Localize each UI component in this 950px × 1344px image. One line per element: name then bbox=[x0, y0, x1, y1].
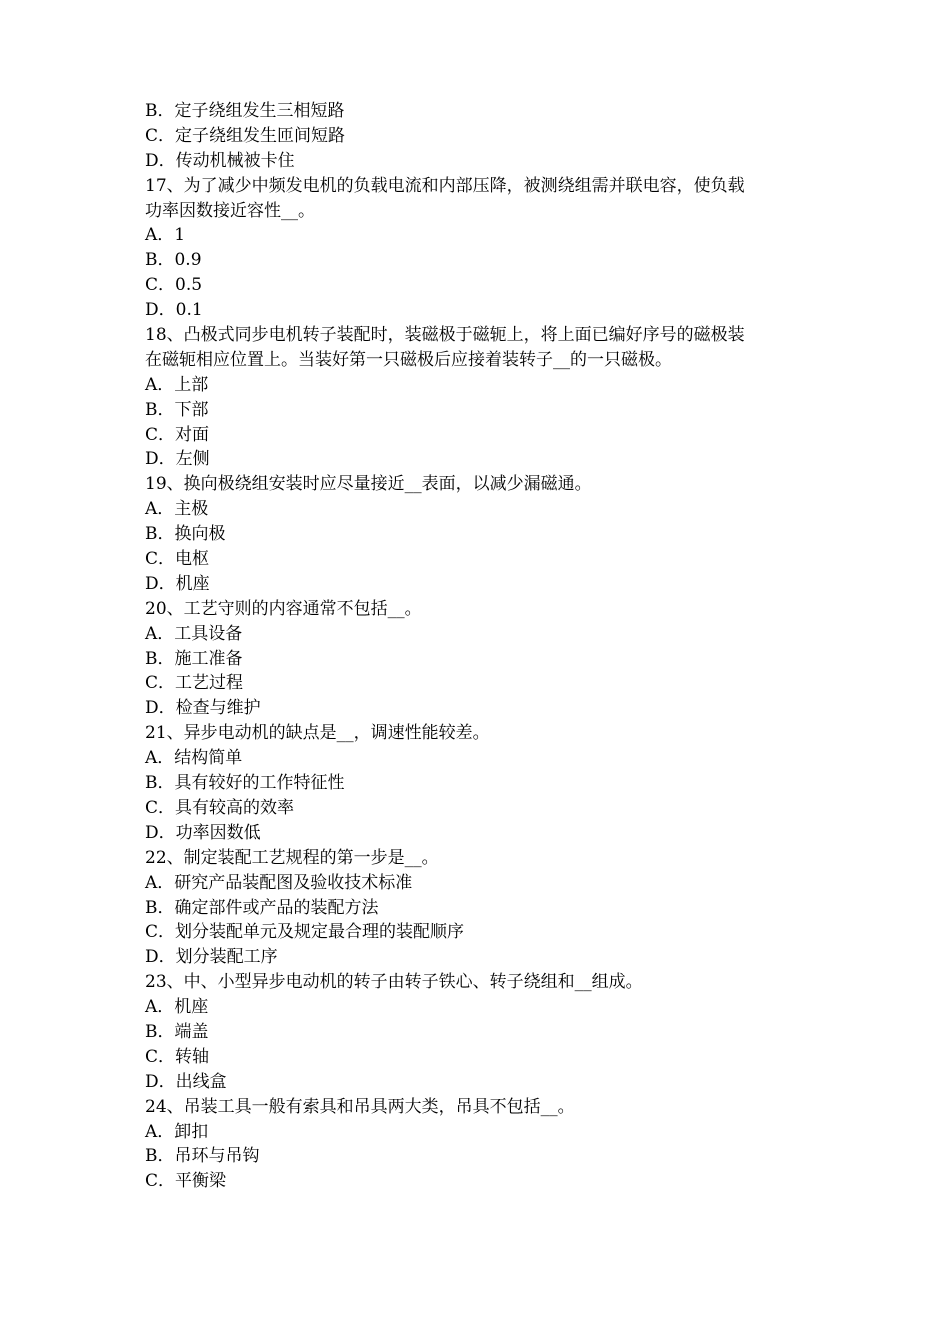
question-19: 19、换向极绕组安装时应尽量接近__表面，以减少漏磁通。 bbox=[145, 474, 592, 495]
question-17-line-2: 功率因数接近容性__。 bbox=[145, 200, 315, 221]
question-18-line-2: 在磁轭相应位置上。当装好第一只磁极后应接着装转子__的一只磁极。 bbox=[145, 349, 672, 370]
option-d-q17: D．0.1 bbox=[145, 300, 203, 321]
option-b-q24: B．吊环与吊钩 bbox=[145, 1146, 260, 1167]
option-a-q24: A．卸扣 bbox=[145, 1121, 209, 1142]
option-c-q24: C．平衡梁 bbox=[145, 1171, 227, 1192]
option-d-q22: D．划分装配工序 bbox=[145, 947, 278, 968]
option-b-q18: B．下部 bbox=[145, 399, 209, 420]
option-a-q21: A．结构简单 bbox=[145, 748, 243, 769]
option-a-q17: A．1 bbox=[145, 225, 186, 246]
option-d-q21: D．功率因数低 bbox=[145, 822, 261, 843]
option-d-q20: D．检查与维护 bbox=[145, 698, 261, 719]
question-20: 20、工艺守则的内容通常不包括__。 bbox=[145, 598, 422, 619]
question-18-line-1: 18、凸极式同步电机转子装配时，装磁极于磁轭上，将上面已编好序号的磁极装 bbox=[145, 325, 745, 346]
option-c-q16: C．定子绕组发生匝间短路 bbox=[145, 125, 346, 146]
option-c-q18: C．对面 bbox=[145, 424, 210, 445]
document-body bbox=[145, 99, 825, 1194]
question-21: 21、异步电动机的缺点是__，调速性能较差。 bbox=[145, 723, 490, 744]
option-d-q16: D．传动机械被卡住 bbox=[145, 150, 295, 171]
option-d-q23: D．出线盒 bbox=[145, 1071, 227, 1092]
option-b-q17: B．0.9 bbox=[145, 250, 202, 271]
option-b-q20: B．施工准备 bbox=[145, 648, 243, 669]
question-24: 24、吊装工具一般有索具和吊具两大类，吊具不包括__。 bbox=[145, 1096, 575, 1117]
option-d-q19: D．机座 bbox=[145, 573, 210, 594]
option-b-q23: B．端盖 bbox=[145, 1021, 209, 1042]
option-a-q22: A．研究产品装配图及验收技术标准 bbox=[145, 872, 413, 893]
option-c-q20: C．工艺过程 bbox=[145, 673, 244, 694]
option-a-q20: A．工具设备 bbox=[145, 623, 243, 644]
option-c-q23: C．转轴 bbox=[145, 1046, 210, 1067]
option-b-q22: B．确定部件或产品的装配方法 bbox=[145, 897, 379, 918]
question-22: 22、制定装配工艺规程的第一步是__。 bbox=[145, 847, 439, 868]
option-b-q21: B．具有较好的工作特征性 bbox=[145, 773, 345, 794]
option-a-q18: A．上部 bbox=[145, 374, 209, 395]
option-b-q19: B．换向极 bbox=[145, 524, 226, 545]
option-a-q23: A．机座 bbox=[145, 997, 209, 1018]
option-c-q22: C．划分装配单元及规定最合理的装配顺序 bbox=[145, 922, 465, 943]
option-a-q19: A．主极 bbox=[145, 499, 209, 520]
option-c-q21: C．具有较高的效率 bbox=[145, 797, 295, 818]
option-d-q18: D．左侧 bbox=[145, 449, 210, 470]
question-17-line-1: 17、为了减少中频发电机的负载电流和内部压降，被测绕组需并联电容，使负载 bbox=[145, 175, 745, 196]
question-23: 23、中、小型异步电动机的转子由转子铁心、转子绕组和__组成。 bbox=[145, 972, 643, 993]
option-c-q19: C．电枢 bbox=[145, 549, 210, 570]
option-b-q16: B．定子绕组发生三相短路 bbox=[145, 101, 345, 121]
option-c-q17: C．0.5 bbox=[145, 275, 203, 296]
